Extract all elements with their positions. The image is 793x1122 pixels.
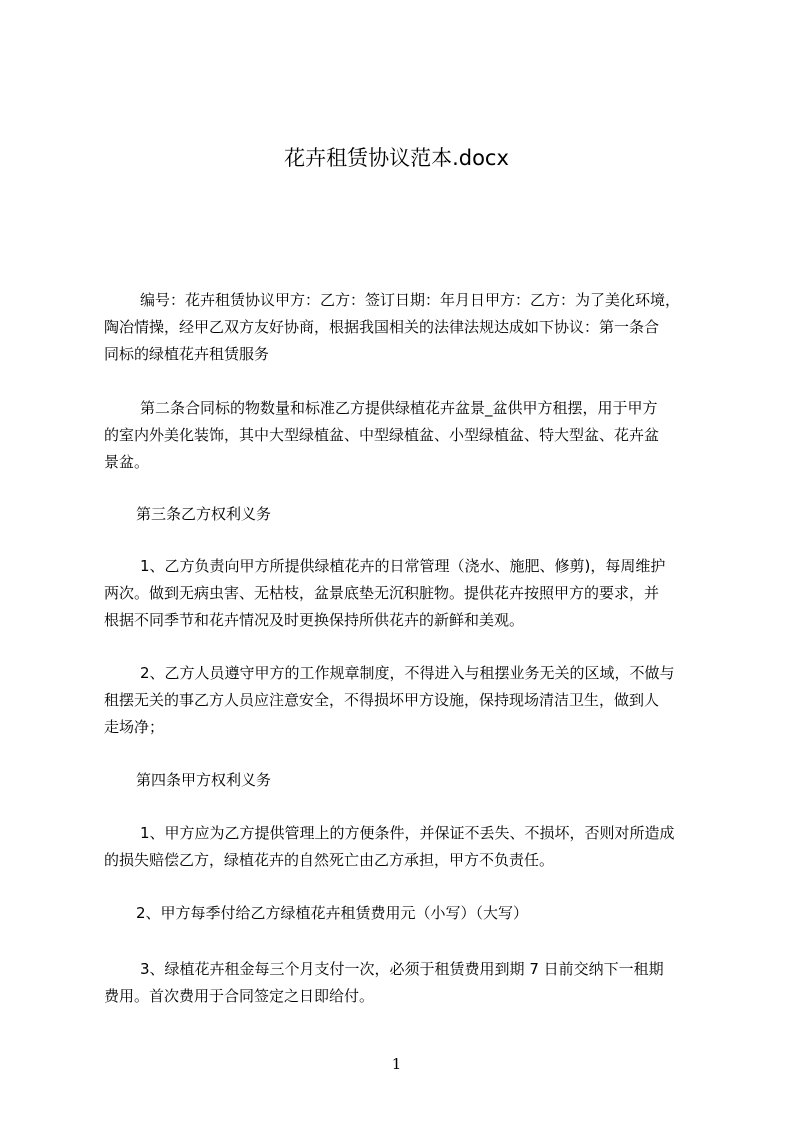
text-line: 两次。做到无病虫害、无枯枝，盆景底垫无沉积脏物。提供花卉按照甲方的要求，并 [104, 584, 660, 602]
paragraph-article-4-item-2 [104, 900, 720, 927]
text-line: 2、乙方人员遵守甲方的工作规章制度，不得进入与租摆业务无关的区域，不做与 [140, 664, 675, 682]
paragraph-article-3-item-1 [104, 553, 720, 634]
text-line: 费用。首次费用于合同签定之日即给付。 [104, 987, 375, 1005]
text-line: 第三条乙方权利义务 [136, 505, 272, 523]
paragraph-article-3-item-2 [104, 660, 720, 741]
text-line: 走场净； [104, 718, 165, 736]
text-line: 2、甲方每季付给乙方绿植花卉租赁费用元（小写）（大写） [136, 904, 529, 922]
text-line: 根据不同季节和花卉情况及时更换保持所供花卉的新鲜和美观。 [104, 611, 525, 629]
text-line: 1、甲方应为乙方提供管理上的方便条件，并保证不丢失、不损坏，否则对所造成 [140, 824, 675, 842]
text-line: 1、乙方负责向甲方所提供绿植花卉的日常管理（浇水、施肥、修剪)，每周维护 [140, 557, 666, 575]
text-line: 的室内外美化装饰，其中大型绿植盆、中型绿植盆、小型绿植盆、特大型盆、花卉盆 [104, 426, 660, 444]
text-line: 陶冶情操，经甲乙双方友好协商，根据我国相关的法律法规达成如下协议：第一条合 [104, 318, 660, 336]
text-line: 第二条合同标的物数量和标准乙方提供绿植花卉盆景_盆供甲方租摆，用于甲方 [140, 399, 658, 417]
document-title: 花卉租赁协议范本.docx [284, 146, 509, 170]
page-number: 1 [391, 1055, 402, 1073]
paragraph-preamble [104, 287, 720, 368]
text-line: 3、绿植花卉租金每三个月支付一次，必须于租赁费用到期 7 日前交纳下一租期 [140, 960, 664, 978]
text-line: 编号：花卉租赁协议甲方：乙方：签订日期：年月日甲方：乙方：为了美化环境， [140, 291, 681, 309]
paragraph-article-4-item-3 [104, 956, 720, 1010]
paragraph-article-4-item-1 [104, 820, 720, 874]
text-line: 租摆无关的事乙方人员应注意安全，不得损坏甲方设施，保持现场清洁卫生，做到人 [104, 691, 660, 709]
text-line: 同标的绿植花卉租赁服务 [104, 345, 270, 363]
text-line: 的损失赔偿乙方，绿植花卉的自然死亡由乙方承担，甲方不负责任。 [104, 851, 555, 869]
section-heading-article-4 [104, 767, 720, 794]
paragraph-article-2 [104, 395, 720, 476]
section-heading-article-3 [104, 501, 720, 528]
text-line: 景盆。 [104, 453, 150, 471]
text-line: 第四条甲方权利义务 [136, 771, 272, 789]
